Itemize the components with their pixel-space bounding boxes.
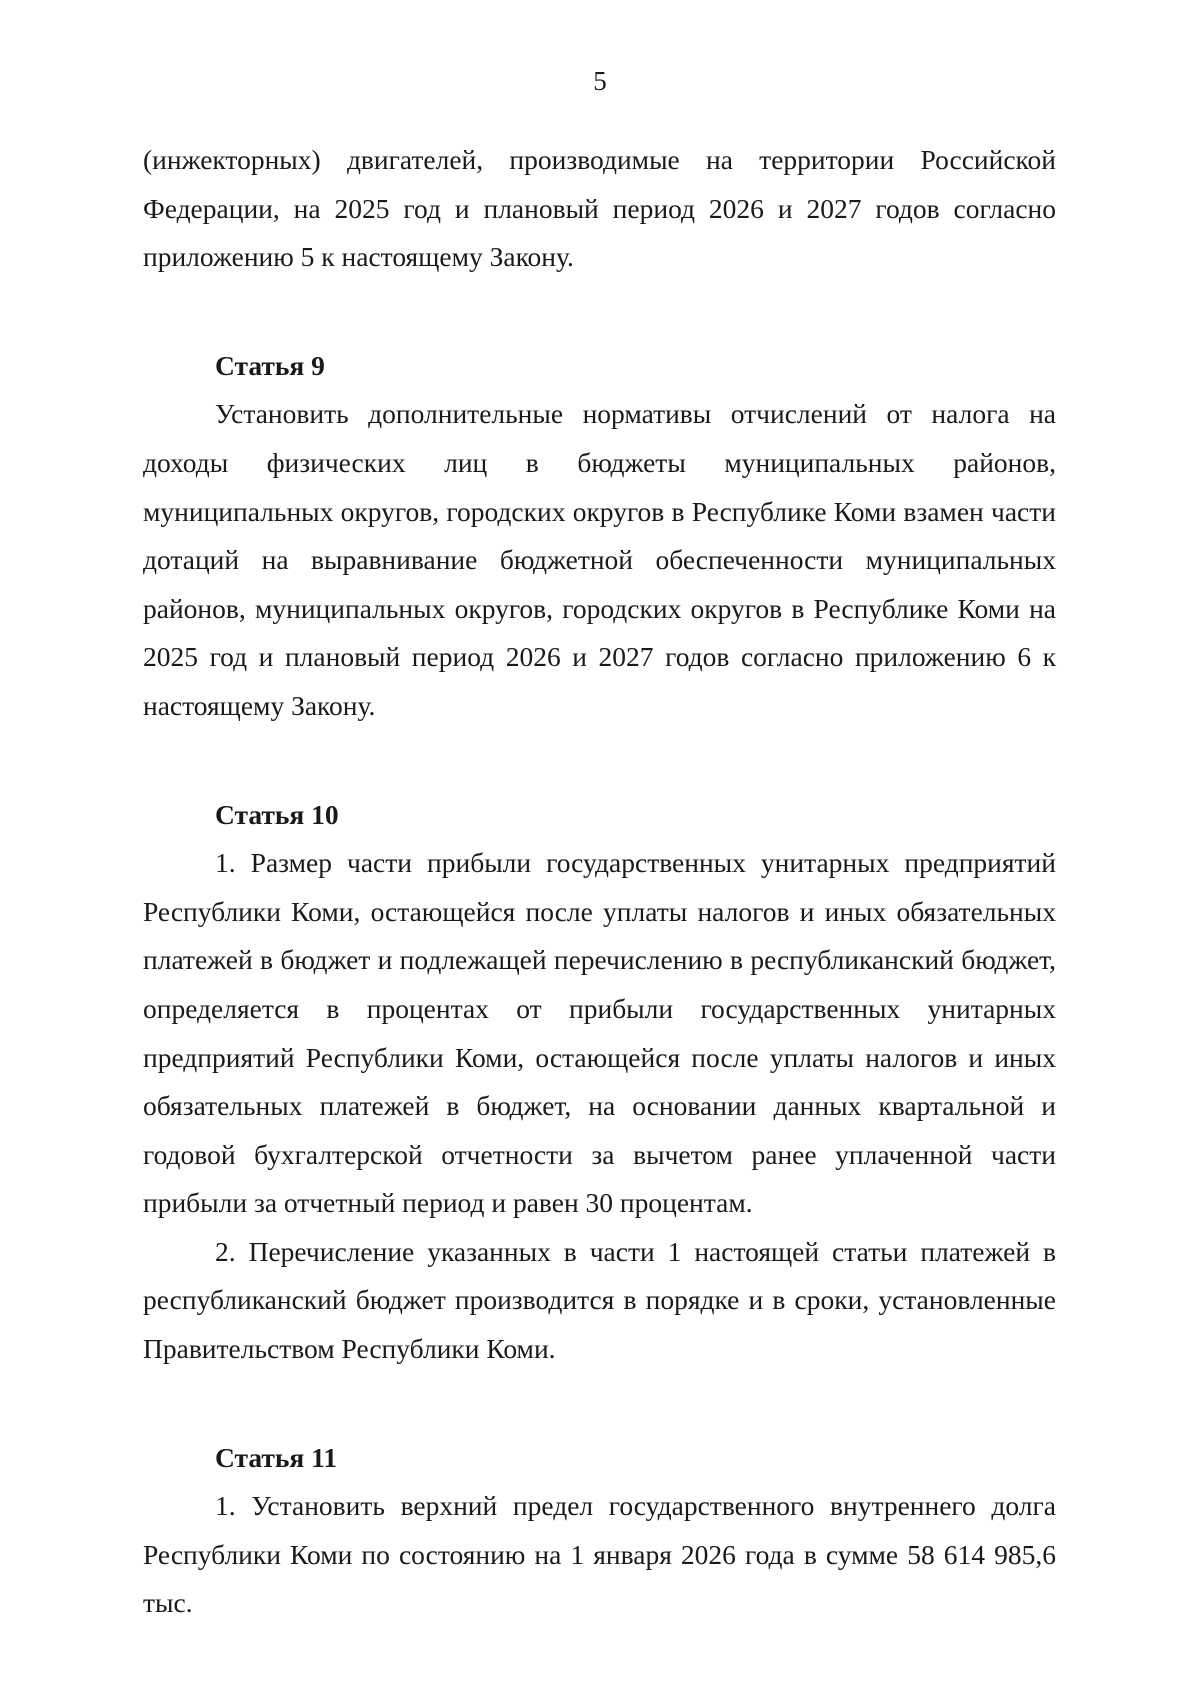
- page-number: 5: [593, 66, 607, 96]
- article-11-title: Статья 11: [215, 1441, 338, 1473]
- article-10-title: Статья 10: [215, 798, 339, 830]
- intro-paragraph: (инжекторных) двигателей, производимые на территории Российской Федерации, на 2025 год и плановый период 2026 и 2027 годов согласно приложению 5 к настоящему Закону.: [143, 144, 1056, 273]
- article-11-paragraph-1: 1. Установить верхний предел государственного внутреннего долга Республики Коми по состоянию на 1 января 2026 года в сумме 58 614 985,6 тыс.: [143, 1490, 1056, 1619]
- article-10-paragraph-1: 1. Размер части прибыли государственных унитарных предприятий Республики Коми, остающейся после уплаты налогов и иных обязательных платежей в бюджет и подлежащей перечислению в республиканский бюджет, определяется в процентах от прибыли государственных унитарных предприятий Республики Коми, остающейся после уплаты налогов и иных обязательных платежей в бюджет, на основании данных квартальной и годовой бухгалтерской отчетности за вычетом ранее уплаченной части прибыли за отчетный период и равен 30 процентам.: [143, 847, 1056, 1219]
- document-body: [143, 136, 1056, 1628]
- article-9-paragraph-1: Установить дополнительные нормативы отчислений от налога на доходы физических лиц в бюджеты муниципальных районов, муниципальных округов, городских округов в Республике Коми взамен части дотаций на выравнивание бюджетной обеспеченности муниципальных районов, муниципальных округов, городских округов в Республике Коми на 2025 год и плановый период 2026 и 2027 годов согласно приложению 6 к настоящему Закону.: [143, 398, 1056, 721]
- article-10-paragraph-2: 2. Перечисление указанных в части 1 настоящей статьи платежей в республиканский бюджет производится в порядке и в сроки, установленные Правительством Республики Коми.: [143, 1235, 1056, 1365]
- article-11: [143, 1434, 1056, 1628]
- article-10: [143, 791, 1056, 1374]
- article-9-title: Статья 9: [215, 349, 325, 381]
- article-9: [143, 342, 1056, 731]
